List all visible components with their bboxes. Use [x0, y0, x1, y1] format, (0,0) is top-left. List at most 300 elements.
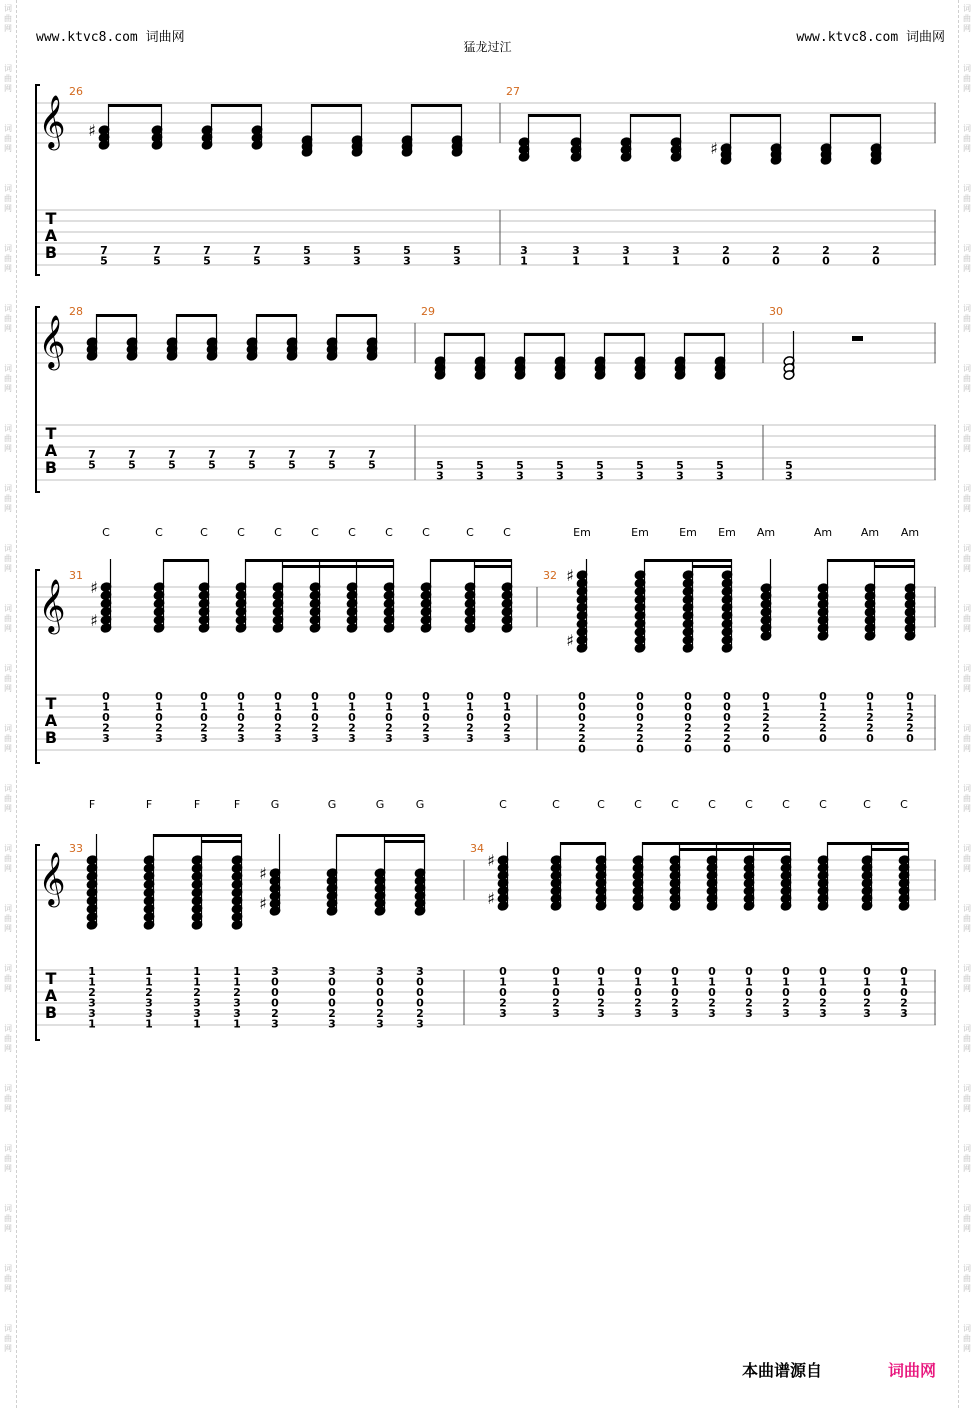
tab-fret-number: 3	[556, 469, 564, 483]
note-beam	[731, 114, 781, 117]
watermark-block: 词 曲 网	[4, 1144, 12, 1173]
note-beam	[212, 104, 262, 107]
note-beam	[529, 114, 581, 117]
tab-fret-number: 0	[872, 254, 880, 268]
tab-fret-number: 1	[233, 975, 241, 989]
tab-fret-number: 5	[556, 459, 564, 472]
tab-fret-number: 3	[672, 244, 680, 257]
tab-fret-number: 0	[900, 965, 908, 978]
watermark-block: 词 曲 网	[4, 724, 12, 753]
note-beam	[257, 314, 297, 317]
tab-fret-number: 0	[684, 690, 692, 703]
tab-fret-number: 5	[353, 244, 361, 257]
tab-fret-number: 3	[516, 469, 524, 483]
tab-fret-number: 0	[552, 986, 560, 999]
tab-fret-number: 0	[634, 965, 642, 978]
tab-fret-number: 2	[88, 986, 96, 999]
tab-fret-number: 0	[328, 975, 336, 989]
tab-fret-number: 3	[596, 469, 604, 483]
tab-fret-number: 0	[684, 711, 692, 724]
tab-fret-number: 3	[271, 965, 279, 978]
chord-symbol: C	[237, 526, 245, 539]
tab-fret-number: 2	[762, 711, 770, 724]
note-beam	[525, 333, 565, 336]
tab-fret-number: 2	[636, 732, 644, 745]
tab-fret-number: 1	[597, 975, 605, 989]
tab-fret-number: 3	[145, 996, 153, 1010]
tab-fret-number: 3	[88, 996, 96, 1010]
tab-fret-number: 1	[819, 975, 827, 989]
footer-source-label: 本曲谱源自	[742, 1361, 823, 1380]
tab-fret-number: 1	[863, 975, 871, 989]
sharp-sign-icon: ♯	[710, 139, 718, 158]
tab-fret-number: 0	[328, 996, 336, 1010]
tab-fret-number: 1	[708, 975, 716, 989]
note-beam	[337, 314, 377, 317]
chord-symbol: G	[375, 798, 385, 811]
brand-right: 词曲网	[905, 30, 945, 45]
tab-fret-number: 0	[863, 986, 871, 999]
note-beam	[680, 848, 791, 851]
tab-fret-number: 3	[328, 1017, 336, 1031]
watermark-block: 词 曲 网	[963, 244, 971, 273]
tab-fret-number: 1	[622, 254, 630, 268]
note-beam	[312, 104, 362, 107]
watermark-block: 词 曲 网	[4, 484, 12, 513]
tab-fret-number: 0	[385, 711, 393, 724]
watermark-block: 词 曲 网	[4, 244, 12, 273]
watermark-block: 词 曲 网	[963, 1084, 971, 1113]
measure-number: 28	[69, 305, 83, 318]
tab-fret-number: 2	[102, 721, 110, 735]
watermark-block: 词 曲 网	[4, 964, 12, 993]
watermark-block: 词 曲 网	[4, 4, 12, 33]
watermark-block: 词 曲 网	[963, 64, 971, 93]
chord-symbol: C	[782, 798, 790, 811]
tab-clef-letter: T	[45, 969, 57, 988]
tab-fret-number: 3	[466, 732, 474, 745]
watermark-block: 词 曲 网	[963, 544, 971, 573]
tab-fret-number: 0	[819, 732, 827, 745]
tab-fret-number: 3	[436, 469, 444, 483]
watermark-block: 词 曲 网	[963, 184, 971, 213]
treble-clef-icon: 𝄞	[38, 94, 66, 148]
tab-fret-number: 5	[203, 254, 211, 268]
tab-fret-number: 1	[745, 975, 753, 989]
tab-fret-number: 2	[376, 1007, 384, 1020]
chord-symbol: C	[499, 798, 507, 811]
tab-fret-number: 0	[863, 965, 871, 978]
tab-fret-number: 1	[274, 700, 282, 714]
treble-clef-icon: 𝄞	[38, 578, 66, 632]
tab-fret-number: 3	[353, 254, 361, 268]
tab-fret-number: 0	[348, 690, 356, 703]
tab-fret-number: 0	[155, 711, 163, 724]
tab-fret-number: 3	[476, 469, 484, 483]
note-beam	[872, 848, 909, 851]
tab-fret-number: 1	[193, 975, 201, 989]
tab-fret-number: 2	[237, 721, 245, 735]
tab-clef-letter: B	[44, 243, 58, 262]
tab-fret-number: 1	[348, 700, 356, 714]
tab-fret-number: 0	[466, 711, 474, 724]
tab-fret-number: 0	[578, 742, 586, 756]
tab-fret-number: 0	[499, 965, 507, 978]
tab-fret-number: 0	[385, 690, 393, 703]
note-beam	[645, 559, 732, 562]
watermark-block: 词 曲 网	[963, 1024, 971, 1053]
tab-fret-number: 2	[634, 996, 642, 1010]
tab-fret-number: 1	[866, 700, 874, 714]
chord-symbol: Em	[573, 526, 591, 539]
tab-fret-number: 5	[516, 459, 524, 472]
chord-symbol: C	[155, 526, 163, 539]
tab-fret-number: 0	[499, 986, 507, 999]
tab-fret-number: 7	[88, 448, 96, 461]
tab-fret-number: 5	[596, 459, 604, 472]
tab-fret-number: 3	[271, 1017, 279, 1031]
tab-fret-number: 0	[376, 986, 384, 999]
tab-clef-letter: A	[44, 986, 58, 1005]
tab-fret-number: 0	[819, 965, 827, 978]
tab-fret-number: 1	[102, 700, 110, 714]
tab-fret-number: 2	[906, 721, 914, 735]
tab-fret-number: 3	[453, 254, 461, 268]
tab-fret-number: 0	[900, 986, 908, 999]
tab-fret-number: 1	[200, 700, 208, 714]
tab-fret-number: 0	[578, 690, 586, 703]
tab-fret-number: 2	[597, 996, 605, 1010]
tab-fret-number: 7	[128, 448, 136, 461]
watermark-block: 词 曲 网	[963, 844, 971, 873]
tab-fret-number: 0	[416, 975, 424, 989]
tab-fret-number: 0	[578, 711, 586, 724]
tab-fret-number: 2	[723, 732, 731, 745]
tab-fret-number: 5	[368, 458, 376, 472]
tab-fret-number: 0	[311, 690, 319, 703]
tab-fret-number: 0	[311, 711, 319, 724]
note-beam	[431, 559, 512, 562]
watermark-block: 词 曲 网	[963, 484, 971, 513]
tab-fret-number: 0	[745, 965, 753, 978]
tab-fret-number: 2	[906, 711, 914, 724]
note-beam	[97, 314, 137, 317]
tab-fret-number: 1	[520, 254, 528, 268]
measure-number: 31	[69, 569, 83, 582]
tab-fret-number: 3	[416, 965, 424, 978]
tab-fret-number: 2	[900, 996, 908, 1010]
sharp-sign-icon: ♯	[259, 864, 267, 883]
tab-fret-number: 2	[708, 996, 716, 1010]
chord-symbol: F	[145, 798, 153, 811]
note-beam	[685, 333, 725, 336]
tab-fret-number: 1	[145, 965, 153, 978]
tab-fret-number: 1	[311, 700, 319, 714]
tab-fret-number: 0	[636, 711, 644, 724]
tab-fret-number: 0	[671, 986, 679, 999]
tab-fret-number: 2	[819, 996, 827, 1010]
tab-fret-number: 3	[622, 244, 630, 257]
chord-symbol: Em	[679, 526, 697, 539]
watermark-block: 词 曲 网	[963, 1324, 971, 1353]
measure-number: 30	[769, 305, 783, 318]
tab-fret-number: 2	[348, 721, 356, 735]
tab-fret-number: 5	[403, 244, 411, 257]
tab-fret-number: 0	[819, 690, 827, 703]
tab-fret-number: 3	[348, 732, 356, 745]
sharp-sign-icon: ♯	[487, 889, 495, 908]
tab-fret-number: 0	[822, 254, 830, 268]
tab-fret-number: 0	[237, 690, 245, 703]
watermark-block: 词 曲 网	[4, 364, 12, 393]
watermark-block: 词 曲 网	[4, 64, 12, 93]
footer-source-name[interactable]: 词曲网	[888, 1361, 937, 1380]
tab-fret-number: 2	[762, 721, 770, 735]
tab-fret-number: 0	[200, 690, 208, 703]
tab-fret-number: 3	[745, 1007, 753, 1020]
tab-fret-number: 2	[503, 721, 511, 735]
tab-fret-number: 7	[248, 448, 256, 461]
tab-fret-number: 3	[403, 254, 411, 268]
watermark-block: 词 曲 网	[4, 1024, 12, 1053]
tab-fret-number: 0	[348, 711, 356, 724]
tab-fret-number: 3	[636, 469, 644, 483]
tab-fret-number: 0	[819, 986, 827, 999]
watermark-block: 词 曲 网	[4, 544, 12, 573]
tab-fret-number: 1	[906, 700, 914, 714]
tab-fret-number: 2	[745, 996, 753, 1010]
tab-fret-number: 3	[676, 469, 684, 483]
tab-fret-number: 1	[193, 965, 201, 978]
tab-fret-number: 1	[145, 1017, 153, 1031]
tab-fret-number: 2	[385, 721, 393, 735]
sharp-sign-icon: ♯	[566, 631, 574, 650]
tab-fret-number: 1	[385, 700, 393, 714]
chord-symbol: C	[708, 798, 716, 811]
tab-fret-number: 0	[274, 690, 282, 703]
tab-fret-number: 2	[722, 244, 730, 257]
tab-fret-number: 0	[597, 986, 605, 999]
tab-fret-number: 2	[416, 1007, 424, 1020]
tab-fret-number: 1	[900, 975, 908, 989]
tab-fret-number: 1	[552, 975, 560, 989]
watermark-block: 词 曲 网	[963, 1264, 971, 1293]
chord-symbol: Em	[631, 526, 649, 539]
tab-fret-number: 3	[274, 732, 282, 745]
tab-fret-number: 0	[722, 254, 730, 268]
tab-fret-number: 2	[155, 721, 163, 735]
note-beam	[412, 104, 462, 107]
chord-symbol: F	[233, 798, 241, 811]
tab-clef-letter: B	[44, 728, 58, 747]
tab-fret-number: 1	[237, 700, 245, 714]
tab-fret-number: 7	[328, 448, 336, 461]
tab-fret-number: 1	[193, 1017, 201, 1031]
tab-fret-number: 3	[708, 1007, 716, 1020]
watermark-block: 词 曲 网	[4, 1324, 12, 1353]
tab-fret-number: 3	[311, 732, 319, 745]
tab-fret-number: 3	[102, 732, 110, 745]
tab-fret-number: 1	[572, 254, 580, 268]
watermark-block: 词 曲 网	[963, 724, 971, 753]
tab-clef-letter: B	[44, 458, 58, 477]
tab-fret-number: 1	[88, 1017, 96, 1031]
tab-fret-number: 0	[723, 711, 731, 724]
site-url-left[interactable]: www.ktvc8.com	[36, 30, 138, 45]
tab-fret-number: 3	[782, 1007, 790, 1020]
tab-fret-number: 2	[328, 1007, 336, 1020]
tab-fret-number: 0	[723, 742, 731, 756]
chord-symbol: G	[327, 798, 337, 811]
tab-fret-number: 0	[636, 700, 644, 714]
sharp-sign-icon: ♯	[259, 894, 267, 913]
tab-fret-number: 3	[88, 1007, 96, 1020]
tab-clef-letter: B	[44, 1003, 58, 1022]
tab-fret-number: 2	[274, 721, 282, 735]
watermark-block: 词 曲 网	[963, 604, 971, 633]
tab-fret-number: 0	[376, 996, 384, 1010]
tab-fret-number: 5	[253, 254, 261, 268]
chord-symbol: C	[385, 526, 393, 539]
note-beam	[246, 559, 394, 562]
watermark-block: 词 曲 网	[4, 304, 12, 333]
watermark-block: 词 曲 网	[963, 784, 971, 813]
tab-fret-number: 0	[274, 711, 282, 724]
chord-symbol: C	[466, 526, 474, 539]
tab-fret-number: 5	[453, 244, 461, 257]
tab-fret-number: 2	[782, 996, 790, 1010]
tab-fret-number: 0	[762, 732, 770, 745]
measure-number: 27	[506, 85, 520, 98]
watermark-block: 词 曲 网	[4, 784, 12, 813]
tab-fret-number: 5	[636, 459, 644, 472]
tab-fret-number: 2	[863, 996, 871, 1010]
chord-symbol: Am	[900, 526, 920, 539]
note-beam	[561, 842, 606, 845]
tab-fret-number: 7	[100, 244, 108, 257]
tab-fret-number: 0	[328, 986, 336, 999]
tab-fret-number: 1	[819, 700, 827, 714]
tab-fret-number: 0	[155, 690, 163, 703]
site-url-right[interactable]: www.ktvc8.com	[796, 30, 899, 45]
tab-fret-number: 3	[716, 469, 724, 483]
note-beam	[875, 565, 915, 568]
note-beam	[337, 834, 425, 837]
tab-fret-number: 1	[671, 975, 679, 989]
tab-fret-number: 3	[233, 1007, 241, 1020]
tab-fret-number: 3	[520, 244, 528, 257]
tab-fret-number: 2	[200, 721, 208, 735]
note-beam	[177, 314, 217, 317]
tab-fret-number: 0	[503, 711, 511, 724]
note-beam	[693, 565, 732, 568]
watermark-block: 词 曲 网	[963, 424, 971, 453]
watermark-block: 词 曲 网	[4, 1084, 12, 1113]
tab-fret-number: 0	[708, 986, 716, 999]
tab-fret-number: 2	[145, 986, 153, 999]
tab-fret-number: 2	[684, 732, 692, 745]
tab-fret-number: 0	[102, 690, 110, 703]
note-beam	[164, 559, 209, 562]
tab-fret-number: 3	[376, 1017, 384, 1031]
chord-symbol: G	[415, 798, 425, 811]
tab-fret-number: 3	[416, 1017, 424, 1031]
chord-symbol: C	[274, 526, 282, 539]
tab-fret-number: 7	[208, 448, 216, 461]
tab-fret-number: 5	[303, 244, 311, 257]
tab-fret-number: 1	[422, 700, 430, 714]
chord-symbol: G	[270, 798, 280, 811]
chord-symbol: C	[348, 526, 356, 539]
tab-fret-number: 2	[422, 721, 430, 735]
tab-fret-number: 0	[708, 965, 716, 978]
tab-fret-number: 7	[168, 448, 176, 461]
tab-fret-number: 5	[168, 458, 176, 472]
tab-fret-number: 3	[597, 1007, 605, 1020]
watermark-block: 词 曲 网	[963, 124, 971, 153]
tab-fret-number: 2	[819, 721, 827, 735]
watermark-block: 词 曲 网	[963, 364, 971, 393]
tab-fret-number: 3	[237, 732, 245, 745]
tab-fret-number: 0	[552, 965, 560, 978]
tab-fret-number: 1	[155, 700, 163, 714]
tab-fret-number: 3	[385, 732, 393, 745]
tab-fret-number: 0	[422, 690, 430, 703]
tab-fret-number: 7	[203, 244, 211, 257]
tab-fret-number: 1	[782, 975, 790, 989]
chord-symbol: F	[193, 798, 201, 811]
sharp-sign-icon: ♯	[487, 851, 495, 870]
chord-symbol: Am	[756, 526, 776, 539]
tab-fret-number: 2	[193, 986, 201, 999]
note-beam	[475, 565, 512, 568]
chord-symbol: C	[900, 798, 908, 811]
tab-fret-number: 5	[328, 458, 336, 472]
tab-fret-number: 3	[155, 732, 163, 745]
measure-number: 33	[69, 842, 83, 855]
tab-fret-number: 3	[193, 996, 201, 1010]
watermark-block: 词 曲 网	[963, 664, 971, 693]
song-title: 猛龙过江	[463, 40, 512, 54]
tab-fret-number: 1	[672, 254, 680, 268]
tab-fret-number: 0	[684, 742, 692, 756]
note-beam	[828, 842, 909, 845]
tab-fret-number: 0	[723, 690, 731, 703]
note-beam	[831, 114, 881, 117]
watermark-block: 词 曲 网	[4, 184, 12, 213]
tab-fret-number: 2	[866, 721, 874, 735]
tab-fret-number: 3	[634, 1007, 642, 1020]
tab-fret-number: 5	[785, 459, 793, 472]
chord-symbol: C	[671, 798, 679, 811]
tab-fret-number: 7	[368, 448, 376, 461]
tab-fret-number: 0	[271, 975, 279, 989]
tab-fret-number: 0	[503, 690, 511, 703]
measure-number: 34	[470, 842, 484, 855]
tab-fret-number: 3	[422, 732, 430, 745]
tab-fret-number: 2	[822, 244, 830, 257]
tab-fret-number: 1	[88, 965, 96, 978]
tab-fret-number: 0	[102, 711, 110, 724]
tab-fret-number: 0	[597, 965, 605, 978]
watermark-block: 词 曲 网	[4, 124, 12, 153]
note-beam	[605, 333, 645, 336]
tab-fret-number: 5	[128, 458, 136, 472]
tab-fret-number: 1	[499, 975, 507, 989]
tab-fret-number: 2	[684, 721, 692, 735]
note-beam	[828, 559, 915, 562]
tab-fret-number: 3	[200, 732, 208, 745]
